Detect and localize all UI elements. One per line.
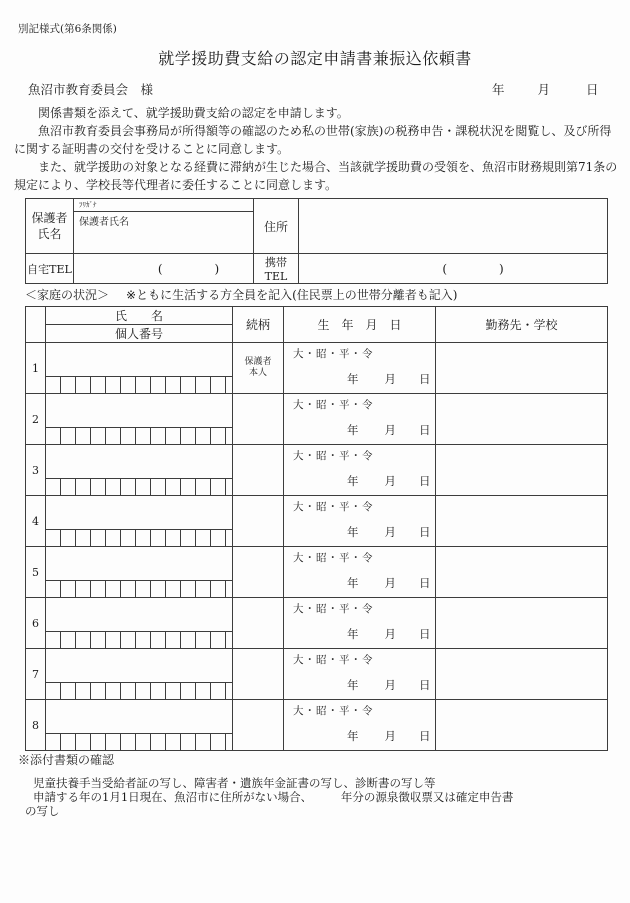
guardian-name-label — [26, 199, 74, 254]
member-name-input-cell[interactable] — [46, 700, 233, 734]
era-options[interactable]: 大・昭・平・令 — [293, 654, 374, 666]
era-options[interactable]: 大・昭・平・令 — [293, 450, 374, 462]
address-label: 住所 — [254, 199, 299, 254]
year-month-day-labels — [284, 524, 435, 540]
member-name-input-cell[interactable] — [46, 394, 233, 428]
era-options[interactable]: 大・昭・平・令 — [293, 348, 374, 360]
digit-box[interactable] — [46, 632, 61, 648]
mobile-tel-input-cell[interactable] — [299, 254, 608, 284]
digit-box[interactable] — [181, 377, 196, 393]
digit-boxes — [46, 632, 232, 648]
year-month-day-labels — [284, 626, 435, 642]
work-school-input-cell[interactable] — [436, 598, 608, 649]
birth-date-year-label: 年 — [347, 372, 359, 386]
relation-input-cell[interactable] — [233, 343, 284, 394]
digit-box[interactable] — [61, 734, 76, 750]
work-school-input-cell[interactable] — [436, 649, 608, 700]
digit-box[interactable] — [121, 734, 136, 750]
home-tel-label: 自宅TEL — [26, 254, 74, 284]
digit-box[interactable] — [211, 683, 226, 699]
digit-box[interactable] — [76, 428, 91, 444]
birth-date-year-label: 年 — [347, 423, 359, 437]
application-date-fields[interactable] — [492, 80, 599, 98]
digit-box[interactable] — [61, 377, 76, 393]
member-name-input-cell[interactable] — [46, 598, 233, 632]
digit-box[interactable] — [121, 530, 136, 546]
digit-box[interactable] — [136, 428, 151, 444]
digit-box[interactable] — [151, 428, 166, 444]
digit-box[interactable] — [136, 479, 151, 495]
paren-close: ) — [214, 261, 220, 276]
row-number-header — [26, 307, 46, 343]
birth-date-input-cell[interactable] — [284, 547, 436, 598]
digit-box[interactable] — [46, 479, 61, 495]
era-options[interactable]: 大・昭・平・令 — [293, 399, 374, 411]
birth-date-input-cell[interactable] — [284, 598, 436, 649]
birth-date-month-label: 月 — [384, 525, 396, 539]
relation-input-cell[interactable] — [233, 496, 284, 547]
digit-box[interactable] — [136, 377, 151, 393]
birth-date-year-label: 年 — [347, 525, 359, 539]
row-number: 1 — [26, 343, 46, 394]
digit-box[interactable] — [166, 530, 181, 546]
digit-box[interactable] — [61, 530, 76, 546]
digit-boxes — [46, 734, 232, 750]
birth-date-month-label: 月 — [384, 474, 396, 488]
birth-date-input-cell[interactable] — [284, 445, 436, 496]
digit-box[interactable] — [211, 428, 226, 444]
digit-box[interactable] — [166, 734, 181, 750]
birth-date-year-label: 年 — [347, 576, 359, 590]
household-section-title: ＜家庭の状況＞ — [25, 288, 110, 302]
member-name-input-cell[interactable] — [46, 445, 233, 479]
year-month-day-labels — [284, 575, 435, 591]
relation-input-cell[interactable] — [233, 649, 284, 700]
household-rows — [26, 343, 608, 751]
era-options[interactable]: 大・昭・平・令 — [293, 603, 374, 615]
household-member-row — [26, 343, 608, 377]
digit-box[interactable] — [61, 632, 76, 648]
guardian-name-label-line1: 保護者 — [31, 211, 68, 225]
relation-input-cell[interactable] — [233, 445, 284, 496]
digit-box[interactable] — [181, 479, 196, 495]
birth-date-day-label: 日 — [419, 627, 431, 641]
attachment-line: 申請する年の1月1日現在、魚沼市に住所がない場合、 年分の源泉徴収票又は確定申告書 — [33, 790, 514, 804]
work-school-input-cell[interactable] — [436, 445, 608, 496]
personal-number-header: 個人番号 — [46, 325, 233, 343]
birth-date-day-label: 日 — [419, 474, 431, 488]
digit-box[interactable] — [91, 479, 106, 495]
digit-box[interactable] — [136, 683, 151, 699]
household-member-row — [26, 445, 608, 479]
household-member-row — [26, 700, 608, 734]
digit-box[interactable] — [151, 530, 166, 546]
personal-number-input-cell[interactable] — [46, 377, 233, 394]
birth-date-day-label: 日 — [419, 729, 431, 743]
mobile-tel-label: 携帯TEL — [254, 254, 299, 284]
row-number: 8 — [26, 700, 46, 751]
year-month-day-labels — [284, 728, 435, 744]
body-line: また、就学援助の対象となる経費に滞納が生じた場合、当該就学援助費の受領を、魚沼市財務規則第71条の — [38, 160, 618, 174]
digit-box[interactable] — [136, 581, 151, 597]
personal-number-input-cell[interactable] — [46, 530, 233, 547]
digit-box[interactable] — [166, 377, 181, 393]
body-line: 規定により、学校長等代理者に委任することに同意します。 — [14, 178, 338, 192]
personal-number-input-cell[interactable] — [46, 479, 233, 496]
body-text — [14, 104, 617, 194]
birth-date-input-cell[interactable] — [284, 343, 436, 394]
member-name-input-cell[interactable] — [46, 649, 233, 683]
digit-box[interactable] — [91, 632, 106, 648]
digit-box[interactable] — [211, 581, 226, 597]
body-line: 関係書類を添えて、就学援助費支給の認定を申請します。 — [38, 106, 349, 120]
work-school-column-header: 勤務先・学校 — [436, 307, 608, 343]
digit-box[interactable] — [196, 581, 211, 597]
addressee: 魚沼市教育委員会 様 — [28, 82, 154, 97]
birth-date-day-label: 日 — [419, 678, 431, 692]
personal-number-input-cell[interactable] — [46, 734, 233, 751]
row-number: 6 — [26, 598, 46, 649]
birth-date-month-label: 月 — [384, 372, 396, 386]
digit-box[interactable] — [76, 530, 91, 546]
date-year-label: 年 — [492, 82, 505, 97]
digit-box[interactable] — [121, 581, 136, 597]
digit-box[interactable] — [46, 377, 61, 393]
year-month-day-labels — [284, 473, 435, 489]
household-members-table — [25, 306, 608, 751]
year-month-day-labels — [284, 422, 435, 438]
household-member-row — [26, 547, 608, 581]
guardian-name-guide: 保護者氏名 — [79, 217, 129, 228]
attachment-line: 児童扶養手当受給者証の写し、障害者・遺族年金証書の写し、診断書の写し等 — [33, 776, 436, 790]
digit-box[interactable] — [166, 683, 181, 699]
digit-box[interactable] — [181, 632, 196, 648]
birth-date-column-header: 生 年 月 日 — [284, 307, 436, 343]
digit-box[interactable] — [106, 632, 121, 648]
household-section-note: ※ともに生活する方全員を記入(住民票上の世帯分離者も記入) — [126, 288, 458, 302]
page-title: 就学援助費支給の認定申請書兼振込依頼書 — [158, 49, 472, 68]
furigana-label: ﾌﾘｶﾞﾅ — [79, 201, 97, 209]
digit-box[interactable] — [151, 632, 166, 648]
digit-box[interactable] — [166, 581, 181, 597]
household-section-heading — [25, 286, 457, 303]
personal-number-input-cell[interactable] — [46, 581, 233, 598]
digit-box[interactable] — [106, 683, 121, 699]
body-line: 魚沼市教育委員会事務局が所得額等の確認のため私の世帯(家族)の税務申告・課税状況を閲覧し、及び所得 — [38, 124, 612, 138]
digit-box[interactable] — [91, 377, 106, 393]
date-month-label: 月 — [537, 82, 551, 97]
member-name-input-cell[interactable] — [46, 343, 233, 377]
digit-box[interactable] — [61, 683, 76, 699]
birth-date-month-label: 月 — [384, 627, 396, 641]
digit-box[interactable] — [136, 530, 151, 546]
relation-input-cell[interactable] — [233, 547, 284, 598]
row-number: 2 — [26, 394, 46, 445]
birth-date-input-cell[interactable] — [284, 496, 436, 547]
date-day-label: 日 — [586, 82, 599, 97]
member-name-input-cell[interactable] — [46, 496, 233, 530]
address-input-cell[interactable] — [299, 199, 608, 254]
digit-box[interactable] — [151, 377, 166, 393]
digit-box[interactable] — [211, 377, 226, 393]
attachments-section — [14, 751, 513, 818]
furigana-input-cell[interactable] — [74, 199, 254, 212]
digit-box[interactable] — [61, 428, 76, 444]
digit-boxes — [46, 428, 232, 444]
digit-box[interactable] — [136, 734, 151, 750]
digit-box[interactable] — [211, 479, 226, 495]
row-number: 5 — [26, 547, 46, 598]
era-options[interactable]: 大・昭・平・令 — [293, 705, 374, 717]
digit-boxes — [46, 530, 232, 546]
paren-open: ( — [157, 261, 163, 276]
digit-box[interactable] — [46, 530, 61, 546]
birth-date-day-label: 日 — [419, 372, 431, 386]
digit-box[interactable] — [211, 632, 226, 648]
birth-date-input-cell[interactable] — [284, 649, 436, 700]
digit-box[interactable] — [106, 734, 121, 750]
work-school-input-cell[interactable] — [436, 496, 608, 547]
digit-box[interactable] — [106, 377, 121, 393]
year-month-day-labels — [284, 371, 435, 387]
digit-box[interactable] — [181, 581, 196, 597]
digit-box[interactable] — [91, 683, 106, 699]
digit-box[interactable] — [121, 683, 136, 699]
digit-box[interactable] — [91, 530, 106, 546]
work-school-input-cell[interactable] — [436, 394, 608, 445]
digit-box[interactable] — [76, 734, 91, 750]
household-member-row — [26, 394, 608, 428]
digit-box[interactable] — [121, 479, 136, 495]
relation-column-header: 続柄 — [233, 307, 284, 343]
guardian-info-table — [25, 198, 608, 284]
digit-box[interactable] — [181, 530, 196, 546]
digit-boxes — [46, 581, 232, 597]
digit-box[interactable] — [76, 683, 91, 699]
form-style-note: 別記様式(第6条関係) — [18, 23, 117, 35]
digit-box[interactable] — [136, 632, 151, 648]
personal-number-input-cell[interactable] — [46, 683, 233, 700]
guardian-name-label-line2: 氏名 — [37, 227, 62, 241]
work-school-input-cell[interactable] — [436, 343, 608, 394]
birth-date-input-cell[interactable] — [284, 700, 436, 751]
era-options[interactable]: 大・昭・平・令 — [293, 501, 374, 513]
birth-date-year-label: 年 — [347, 729, 359, 743]
digit-box[interactable] — [151, 683, 166, 699]
digit-box[interactable] — [106, 479, 121, 495]
paren-open: ( — [442, 261, 447, 276]
home-tel-input-cell[interactable] — [74, 254, 254, 284]
attachments-heading: ※添付書類の確認 — [18, 753, 115, 767]
digit-box[interactable] — [151, 581, 166, 597]
relation-input-cell[interactable] — [233, 700, 284, 751]
digit-box[interactable] — [46, 683, 61, 699]
digit-box[interactable] — [166, 632, 181, 648]
digit-box[interactable] — [196, 479, 211, 495]
digit-box[interactable] — [151, 479, 166, 495]
digit-box[interactable] — [196, 428, 211, 444]
digit-box[interactable] — [196, 530, 211, 546]
digit-box[interactable] — [76, 581, 91, 597]
birth-date-year-label: 年 — [347, 474, 359, 488]
digit-box[interactable] — [196, 632, 211, 648]
digit-box[interactable] — [106, 581, 121, 597]
work-school-input-cell[interactable] — [436, 700, 608, 751]
digit-box[interactable] — [166, 479, 181, 495]
digit-box[interactable] — [76, 479, 91, 495]
digit-box[interactable] — [76, 377, 91, 393]
birth-date-day-label: 日 — [419, 576, 431, 590]
household-member-row — [26, 496, 608, 530]
body-line: に関する証明書の交付を受けることに同意します。 — [14, 142, 290, 156]
digit-box[interactable] — [46, 581, 61, 597]
household-member-row — [26, 649, 608, 683]
digit-boxes — [46, 479, 232, 495]
birth-date-day-label: 日 — [419, 423, 431, 437]
digit-box[interactable] — [91, 581, 106, 597]
digit-box[interactable] — [121, 377, 136, 393]
digit-box[interactable] — [46, 734, 61, 750]
digit-box[interactable] — [61, 479, 76, 495]
digit-box[interactable] — [181, 683, 196, 699]
digit-box[interactable] — [151, 734, 166, 750]
birth-date-month-label: 月 — [384, 729, 396, 743]
birth-date-input-cell[interactable] — [284, 394, 436, 445]
digit-box[interactable] — [211, 734, 226, 750]
digit-box[interactable] — [196, 377, 211, 393]
birth-date-month-label: 月 — [384, 423, 396, 437]
digit-box[interactable] — [121, 428, 136, 444]
attachment-line: の写し — [25, 804, 60, 818]
birth-date-month-label: 月 — [384, 576, 396, 590]
relation-input-cell[interactable] — [233, 598, 284, 649]
year-month-day-labels — [284, 677, 435, 693]
row-number: 7 — [26, 649, 46, 700]
personal-number-input-cell[interactable] — [46, 632, 233, 649]
digit-box[interactable] — [91, 428, 106, 444]
member-name-input-cell[interactable] — [46, 547, 233, 581]
work-school-input-cell[interactable] — [436, 547, 608, 598]
digit-box[interactable] — [196, 734, 211, 750]
digit-box[interactable] — [106, 530, 121, 546]
paren-close: ) — [499, 261, 504, 276]
era-options[interactable]: 大・昭・平・令 — [293, 552, 374, 564]
row-number: 3 — [26, 445, 46, 496]
attachments-lines — [14, 776, 513, 818]
relation-text: 本人 — [248, 368, 267, 378]
digit-box[interactable] — [211, 530, 226, 546]
relation-input-cell[interactable] — [233, 394, 284, 445]
digit-box[interactable] — [166, 428, 181, 444]
digit-box[interactable] — [181, 734, 196, 750]
household-member-row — [26, 598, 608, 632]
birth-date-year-label: 年 — [347, 627, 359, 641]
birth-date-year-label: 年 — [347, 678, 359, 692]
digit-box[interactable] — [181, 428, 196, 444]
digit-box[interactable] — [76, 632, 91, 648]
digit-boxes — [46, 377, 232, 393]
digit-box[interactable] — [46, 428, 61, 444]
digit-boxes — [46, 683, 232, 699]
digit-box[interactable] — [91, 734, 106, 750]
birth-date-month-label: 月 — [384, 678, 396, 692]
birth-date-day-label: 日 — [419, 525, 431, 539]
digit-box[interactable] — [121, 632, 136, 648]
relation-text: 保護者 — [244, 357, 272, 367]
row-number: 4 — [26, 496, 46, 547]
personal-number-input-cell[interactable] — [46, 428, 233, 445]
guardian-name-input-cell[interactable] — [74, 212, 254, 254]
digit-box[interactable] — [106, 428, 121, 444]
digit-box[interactable] — [61, 581, 76, 597]
digit-box[interactable] — [196, 683, 211, 699]
name-column-header: 氏 名 — [46, 307, 233, 325]
